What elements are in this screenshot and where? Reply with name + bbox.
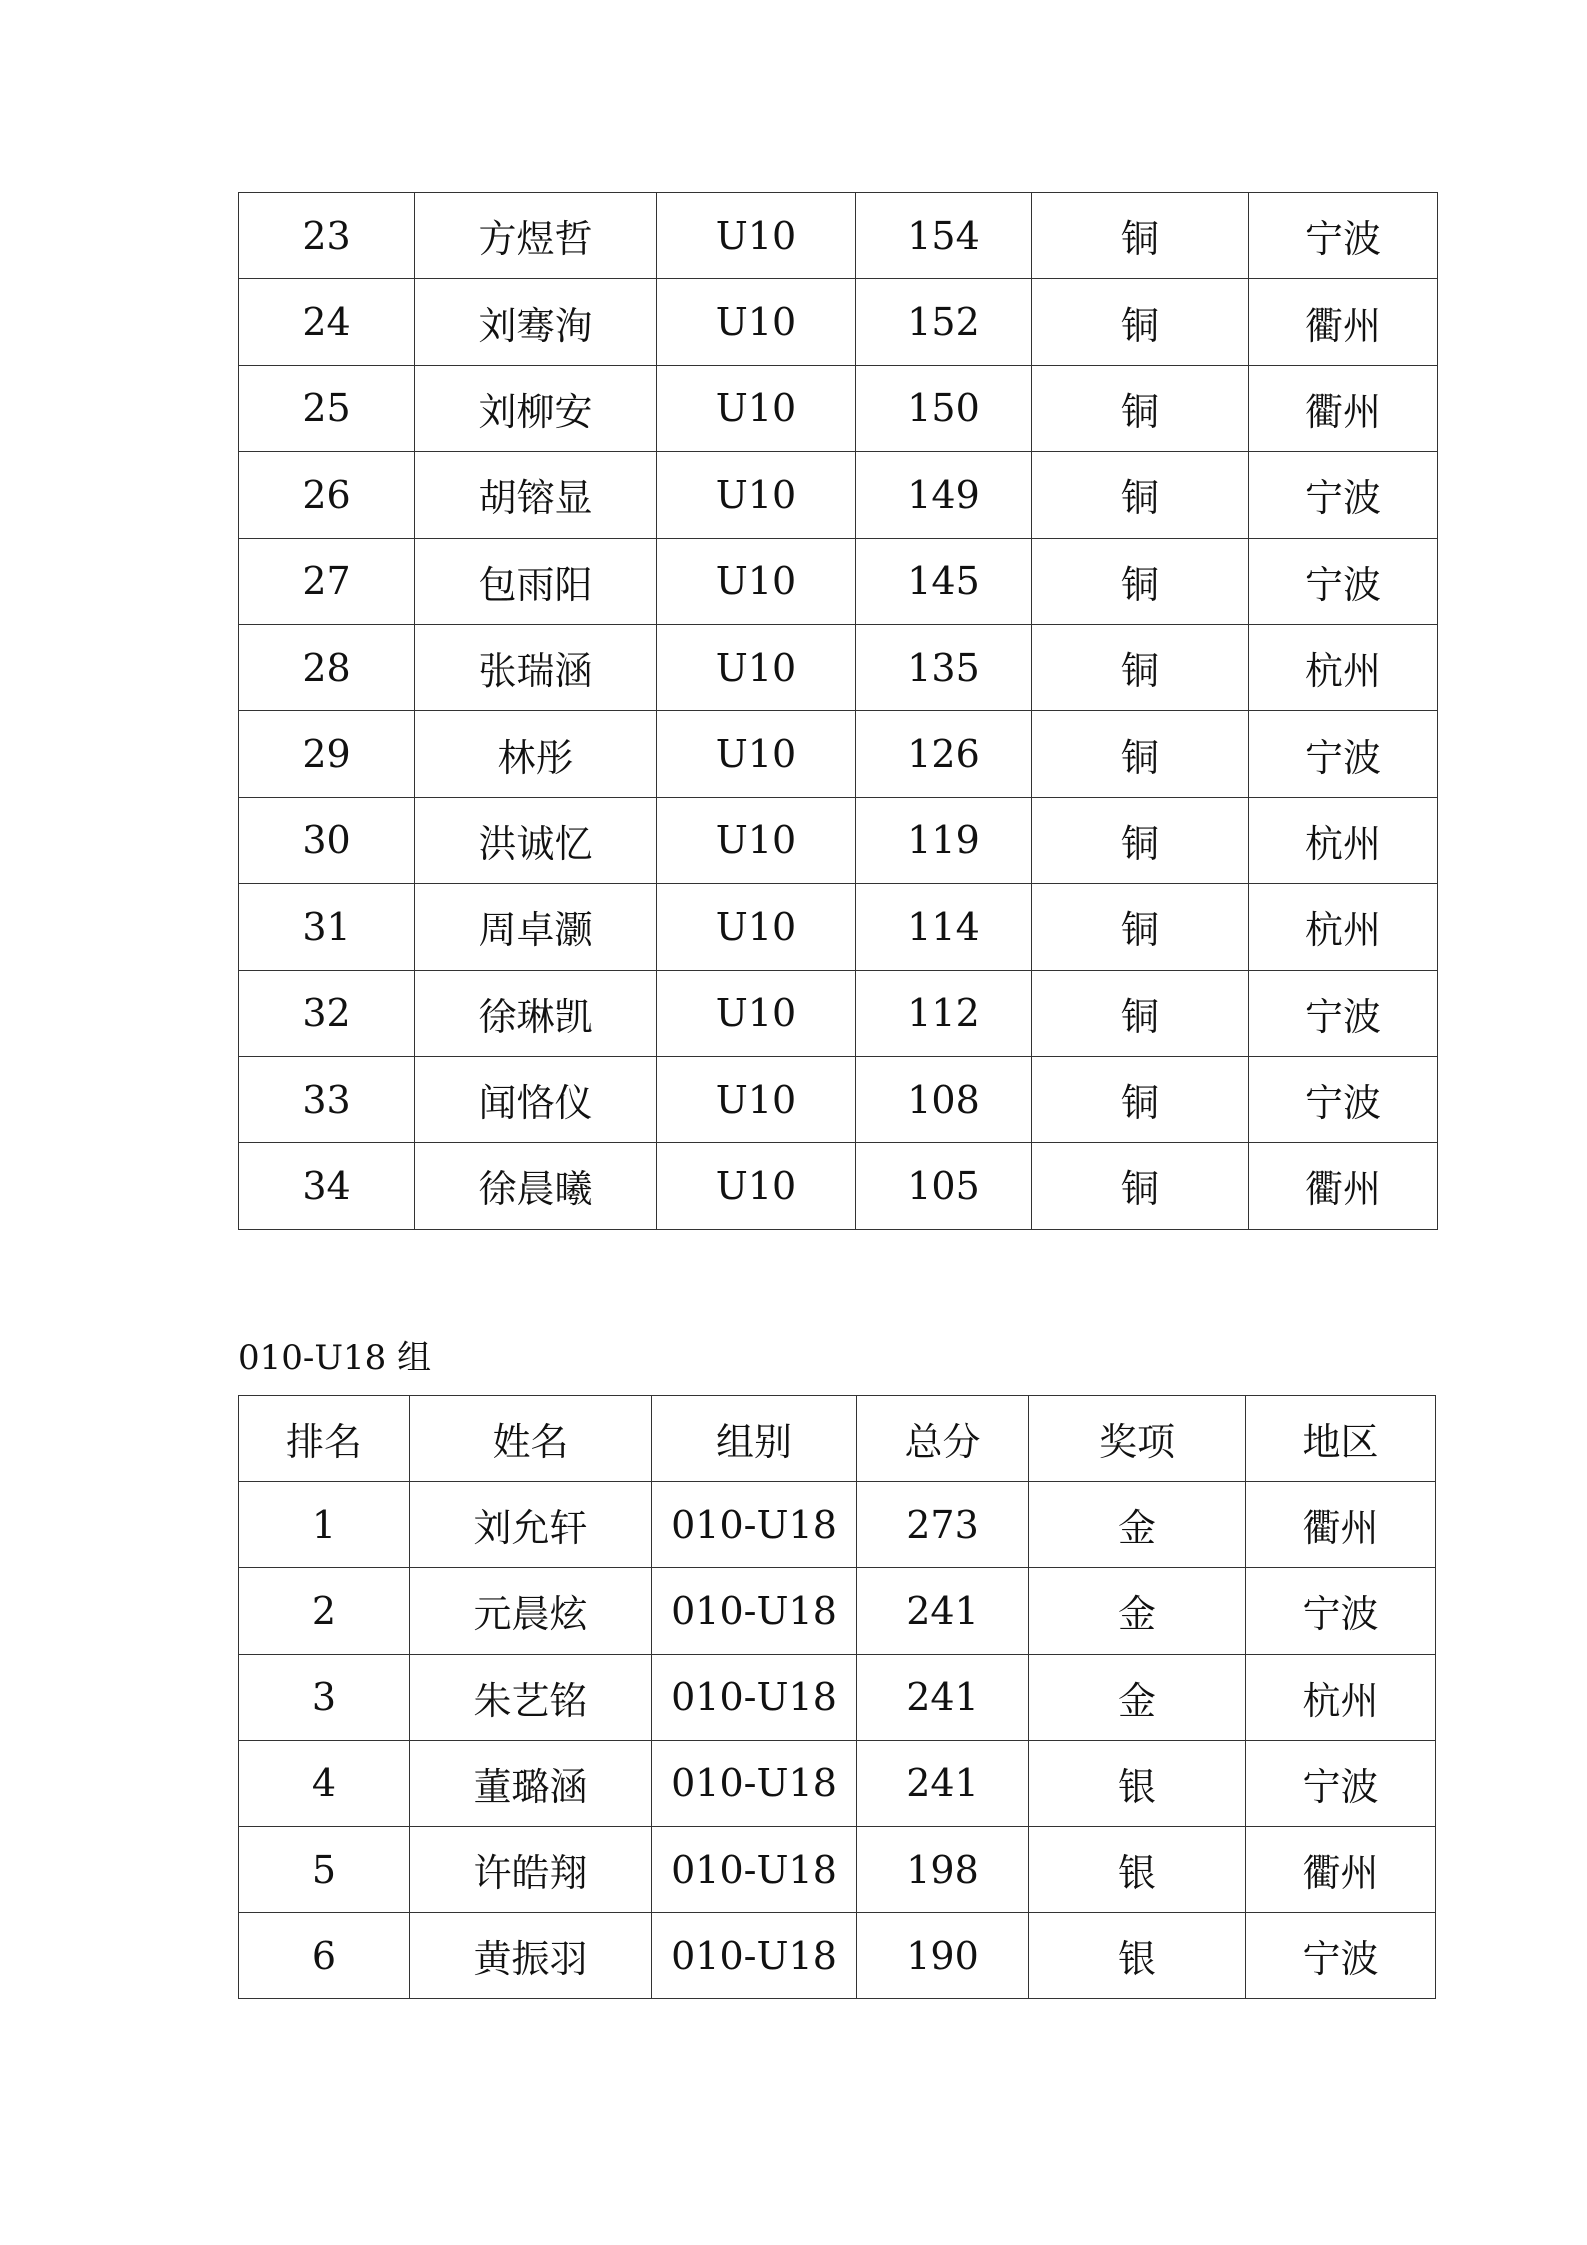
name-cell: 方煜哲 bbox=[415, 193, 657, 279]
score-cell: 114 bbox=[856, 884, 1032, 970]
region-cell: 杭州 bbox=[1249, 884, 1438, 970]
award-cell: 铜 bbox=[1032, 884, 1249, 970]
name-cell: 周卓灏 bbox=[415, 884, 657, 970]
name-cell: 刘允轩 bbox=[410, 1482, 652, 1568]
award-cell: 金 bbox=[1029, 1654, 1246, 1740]
group-cell: 010-U18 bbox=[652, 1654, 857, 1740]
table-row bbox=[239, 884, 1438, 970]
group-cell: U10 bbox=[657, 279, 856, 365]
rank-cell: 33 bbox=[239, 1056, 415, 1142]
award-cell: 铜 bbox=[1032, 193, 1249, 279]
region-cell: 宁波 bbox=[1246, 1568, 1436, 1654]
table-row bbox=[239, 1143, 1438, 1229]
table-row bbox=[239, 1740, 1436, 1826]
award-cell: 金 bbox=[1029, 1482, 1246, 1568]
score-cell: 108 bbox=[856, 1056, 1032, 1142]
column-header-name: 姓名 bbox=[410, 1396, 652, 1482]
rank-cell: 6 bbox=[239, 1913, 410, 1999]
award-cell: 铜 bbox=[1032, 1143, 1249, 1229]
region-cell: 宁波 bbox=[1246, 1913, 1436, 1999]
group-cell: U10 bbox=[657, 797, 856, 883]
rank-cell: 4 bbox=[239, 1740, 410, 1826]
table-row bbox=[239, 970, 1438, 1056]
award-cell: 铜 bbox=[1032, 279, 1249, 365]
table-row bbox=[239, 797, 1438, 883]
name-cell: 徐琳凯 bbox=[415, 970, 657, 1056]
score-cell: 105 bbox=[856, 1143, 1032, 1229]
table-row bbox=[239, 1568, 1436, 1654]
table-row bbox=[239, 538, 1438, 624]
region-cell: 宁波 bbox=[1249, 452, 1438, 538]
group-cell: U10 bbox=[657, 970, 856, 1056]
region-cell: 衢州 bbox=[1249, 365, 1438, 451]
score-cell: 145 bbox=[856, 538, 1032, 624]
group-cell: U10 bbox=[657, 1056, 856, 1142]
results-table-u10-body bbox=[239, 193, 1438, 1230]
rank-cell: 30 bbox=[239, 797, 415, 883]
rank-cell: 5 bbox=[239, 1826, 410, 1912]
column-header-award: 奖项 bbox=[1029, 1396, 1246, 1482]
results-table-010-u18 bbox=[238, 1395, 1436, 1999]
region-cell: 衢州 bbox=[1249, 279, 1438, 365]
score-cell: 149 bbox=[856, 452, 1032, 538]
score-cell: 241 bbox=[857, 1654, 1029, 1740]
name-cell: 张瑞涵 bbox=[415, 624, 657, 710]
group-cell: 010-U18 bbox=[652, 1913, 857, 1999]
award-cell: 银 bbox=[1029, 1826, 1246, 1912]
name-cell: 董璐涵 bbox=[410, 1740, 652, 1826]
group-cell: U10 bbox=[657, 711, 856, 797]
name-cell: 刘骞洵 bbox=[415, 279, 657, 365]
region-cell: 宁波 bbox=[1249, 711, 1438, 797]
name-cell: 朱艺铭 bbox=[410, 1654, 652, 1740]
rank-cell: 31 bbox=[239, 884, 415, 970]
award-cell: 铜 bbox=[1032, 970, 1249, 1056]
name-cell: 闻恪仪 bbox=[415, 1056, 657, 1142]
table-row bbox=[239, 1482, 1436, 1568]
name-cell: 林彤 bbox=[415, 711, 657, 797]
region-cell: 宁波 bbox=[1246, 1740, 1436, 1826]
group-cell: U10 bbox=[657, 365, 856, 451]
award-cell: 铜 bbox=[1032, 365, 1249, 451]
group-cell: U10 bbox=[657, 193, 856, 279]
rank-cell: 34 bbox=[239, 1143, 415, 1229]
award-cell: 铜 bbox=[1032, 452, 1249, 538]
score-cell: 126 bbox=[856, 711, 1032, 797]
rank-cell: 1 bbox=[239, 1482, 410, 1568]
rank-cell: 26 bbox=[239, 452, 415, 538]
score-cell: 241 bbox=[857, 1568, 1029, 1654]
group-cell: 010-U18 bbox=[652, 1826, 857, 1912]
award-cell: 铜 bbox=[1032, 624, 1249, 710]
group-cell: 010-U18 bbox=[652, 1740, 857, 1826]
table-row bbox=[239, 365, 1438, 451]
column-header-score: 总分 bbox=[857, 1396, 1029, 1482]
region-cell: 宁波 bbox=[1249, 970, 1438, 1056]
award-cell: 银 bbox=[1029, 1740, 1246, 1826]
region-cell: 宁波 bbox=[1249, 193, 1438, 279]
rank-cell: 29 bbox=[239, 711, 415, 797]
region-cell: 杭州 bbox=[1246, 1654, 1436, 1740]
region-cell: 杭州 bbox=[1249, 797, 1438, 883]
region-cell: 宁波 bbox=[1249, 538, 1438, 624]
section-title: 010-U18 组 bbox=[238, 1338, 432, 1378]
group-cell: 010-U18 bbox=[652, 1482, 857, 1568]
region-cell: 宁波 bbox=[1249, 1056, 1438, 1142]
score-cell: 241 bbox=[857, 1740, 1029, 1826]
table-row bbox=[239, 1913, 1436, 1999]
rank-cell: 28 bbox=[239, 624, 415, 710]
rank-cell: 2 bbox=[239, 1568, 410, 1654]
region-cell: 杭州 bbox=[1249, 624, 1438, 710]
rank-cell: 3 bbox=[239, 1654, 410, 1740]
table-row bbox=[239, 711, 1438, 797]
table-row bbox=[239, 1654, 1436, 1740]
name-cell: 黄振羽 bbox=[410, 1913, 652, 1999]
results-table-010-u18-body bbox=[239, 1396, 1436, 1999]
award-cell: 铜 bbox=[1032, 711, 1249, 797]
score-cell: 198 bbox=[857, 1826, 1029, 1912]
rank-cell: 32 bbox=[239, 970, 415, 1056]
score-cell: 273 bbox=[857, 1482, 1029, 1568]
results-table-u10 bbox=[238, 192, 1438, 1230]
score-cell: 150 bbox=[856, 365, 1032, 451]
region-cell: 衢州 bbox=[1246, 1482, 1436, 1568]
score-cell: 190 bbox=[857, 1913, 1029, 1999]
column-header-group: 组别 bbox=[652, 1396, 857, 1482]
rank-cell: 27 bbox=[239, 538, 415, 624]
score-cell: 119 bbox=[856, 797, 1032, 883]
award-cell: 铜 bbox=[1032, 1056, 1249, 1142]
name-cell: 洪诚忆 bbox=[415, 797, 657, 883]
region-cell: 衢州 bbox=[1249, 1143, 1438, 1229]
score-cell: 135 bbox=[856, 624, 1032, 710]
group-cell: U10 bbox=[657, 624, 856, 710]
rank-cell: 25 bbox=[239, 365, 415, 451]
score-cell: 152 bbox=[856, 279, 1032, 365]
rank-cell: 23 bbox=[239, 193, 415, 279]
table-row bbox=[239, 193, 1438, 279]
table-row bbox=[239, 1826, 1436, 1912]
award-cell: 铜 bbox=[1032, 797, 1249, 883]
table-row bbox=[239, 452, 1438, 538]
table-header-row bbox=[239, 1396, 1436, 1482]
column-header-rank: 排名 bbox=[239, 1396, 410, 1482]
column-header-region: 地区 bbox=[1246, 1396, 1436, 1482]
name-cell: 许皓翔 bbox=[410, 1826, 652, 1912]
group-cell: U10 bbox=[657, 1143, 856, 1229]
group-cell: U10 bbox=[657, 884, 856, 970]
name-cell: 徐晨曦 bbox=[415, 1143, 657, 1229]
name-cell: 包雨阳 bbox=[415, 538, 657, 624]
group-cell: U10 bbox=[657, 452, 856, 538]
award-cell: 银 bbox=[1029, 1913, 1246, 1999]
region-cell: 衢州 bbox=[1246, 1826, 1436, 1912]
name-cell: 胡镕显 bbox=[415, 452, 657, 538]
table-row bbox=[239, 624, 1438, 710]
score-cell: 154 bbox=[856, 193, 1032, 279]
award-cell: 铜 bbox=[1032, 538, 1249, 624]
rank-cell: 24 bbox=[239, 279, 415, 365]
score-cell: 112 bbox=[856, 970, 1032, 1056]
group-cell: U10 bbox=[657, 538, 856, 624]
table-row bbox=[239, 1056, 1438, 1142]
name-cell: 元晨炫 bbox=[410, 1568, 652, 1654]
award-cell: 金 bbox=[1029, 1568, 1246, 1654]
name-cell: 刘柳安 bbox=[415, 365, 657, 451]
group-cell: 010-U18 bbox=[652, 1568, 857, 1654]
table-row bbox=[239, 279, 1438, 365]
